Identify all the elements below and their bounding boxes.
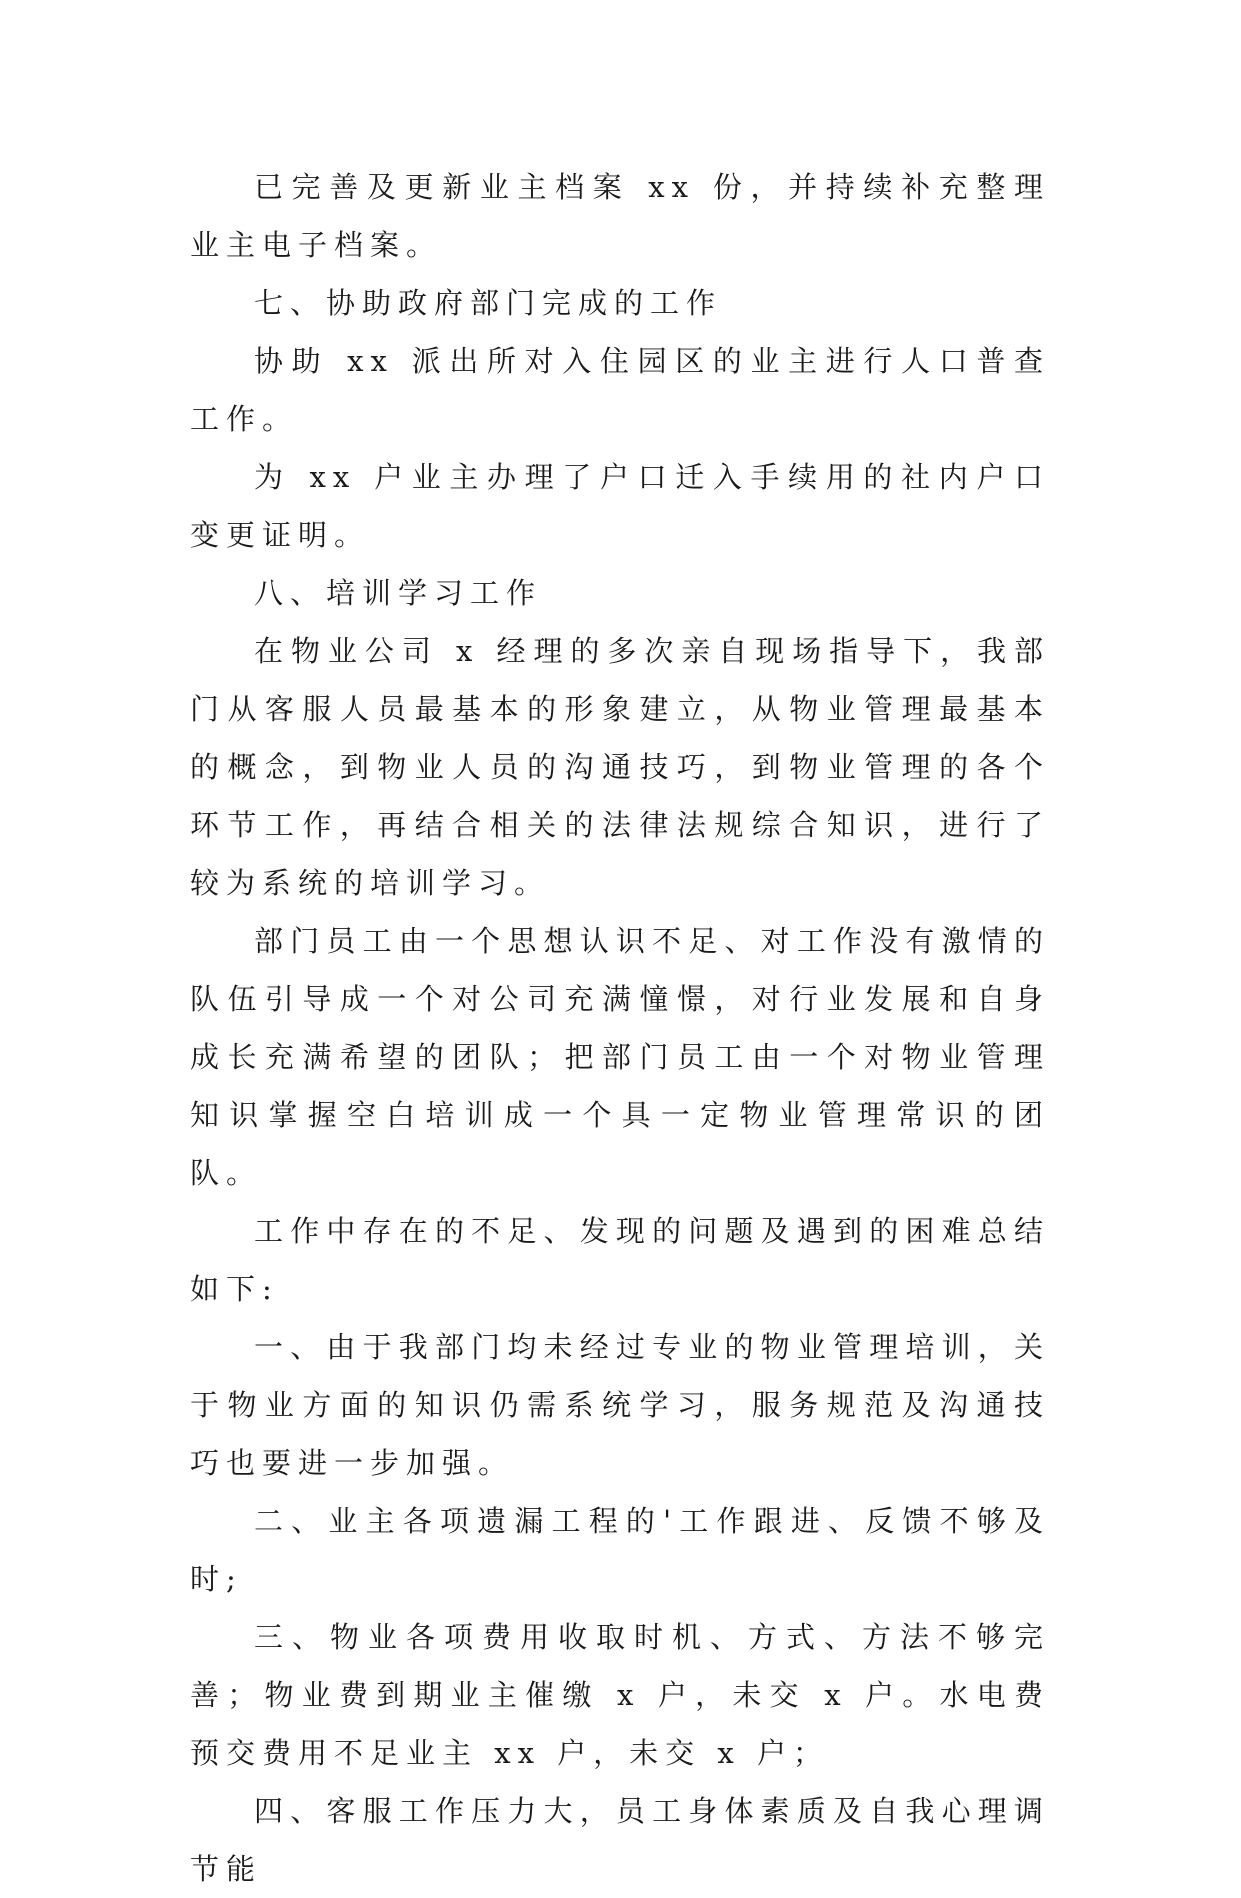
section-heading-training: 八、培训学习工作	[254, 576, 543, 610]
section-heading-government-assistance: 七、协助政府部门完成的工作	[254, 286, 723, 320]
list-item-shortcoming-2: 二、业主各项遗漏工程的'工作跟进、反馈不够及时;	[190, 1504, 1050, 1596]
paragraph-household-registration: 为 xx 户业主办理了户口迁入手续用的社内户口变更证明。	[190, 460, 1050, 552]
document-body	[190, 158, 1050, 1898]
list-item-shortcoming-4: 四、客服工作压力大，员工身体素质及自我心理调节能	[190, 1794, 1050, 1886]
paragraph-shortcomings-intro: 工作中存在的不足、发现的问题及遇到的困难总结如下:	[190, 1214, 1050, 1306]
paragraph-team-growth: 部门员工由一个思想认识不足、对工作没有激情的队伍引导成一个对公司充满憧憬，对行业发展和自身成长充满希望的团队；把部门员工由一个对物业管理知识掌握空白培训成一个具一定物业管理常识的团队。	[190, 924, 1050, 1190]
paragraph-training-guidance: 在物业公司 x 经理的多次亲自现场指导下，我部门从客服人员最基本的形象建立，从物业管理最基本的概念，到物业人员的沟通技巧，到物业管理的各个环节工作，再结合相关的法律法规综合知识，进行了较为系统的培训学习。	[190, 634, 1050, 900]
paragraph-archive-update: 已完善及更新业主档案 xx 份，并持续补充整理业主电子档案。	[190, 170, 1050, 262]
list-item-shortcoming-3: 三、物业各项费用收取时机、方式、方法不够完善；物业费到期业主催缴 x 户，未交 x 户。水电费预交费用不足业主 xx 户，未交 x 户；	[190, 1620, 1050, 1770]
list-item-shortcoming-1: 一、由于我部门均未经过专业的物业管理培训，关于物业方面的知识仍需系统学习，服务规范及沟通技巧也要进一步加强。	[190, 1330, 1050, 1480]
paragraph-census: 协助 xx 派出所对入住园区的业主进行人口普查工作。	[190, 344, 1050, 436]
